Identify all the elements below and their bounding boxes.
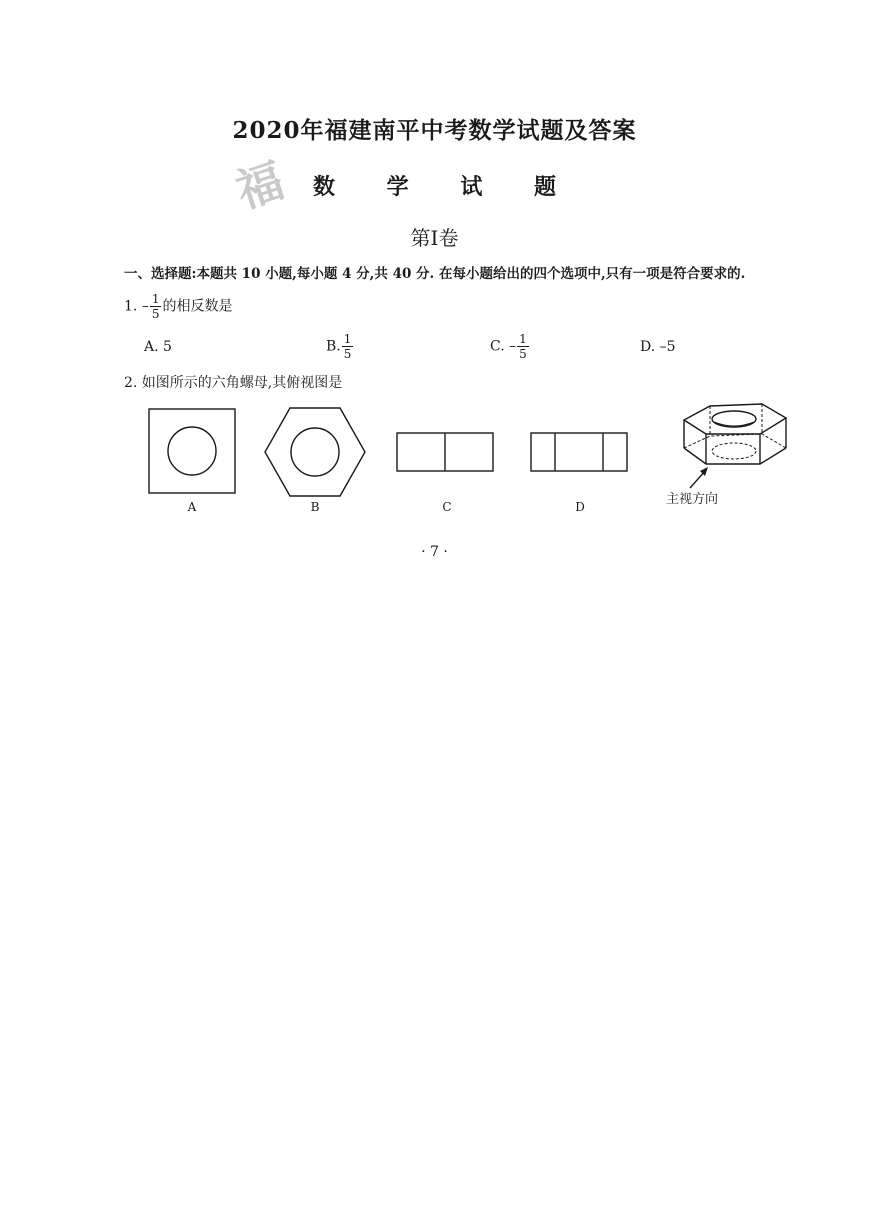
volume-title: 第Ⅰ卷 (410, 226, 459, 250)
question-1-suffix: 的相反数是 (162, 298, 233, 315)
figure-c (396, 432, 496, 474)
subject-title: 数 学 试 题 (313, 174, 578, 200)
figure-c-label: C (442, 500, 452, 514)
figure-b (262, 406, 368, 498)
question-1-option-d: D. –5 (640, 339, 676, 355)
figure-a (148, 408, 238, 496)
fraction-denominator: 5 (151, 307, 160, 321)
question-1-fraction (150, 292, 162, 321)
section-instructions: 一、选择题:本题共 10 小题,每小题 4 分,共 40 分. 在每小题给出的四个选项中,只有一项是符合要求的. (124, 266, 746, 282)
figure-b-label: B (310, 500, 320, 514)
option-c-fraction (517, 332, 529, 361)
option-b-label: B. (326, 338, 341, 355)
question-1-option-a: A. 5 (144, 339, 172, 355)
option-c-label: C. – (490, 338, 517, 355)
fraction-denominator: 5 (343, 347, 352, 361)
option-b-fraction (342, 332, 354, 361)
watermark-logo: 福 (229, 153, 291, 219)
fraction-numerator: 1 (151, 292, 160, 306)
fraction-denominator: 5 (519, 347, 527, 361)
fraction-numerator: 1 (343, 332, 352, 346)
fraction-numerator: 1 (519, 332, 527, 346)
view-direction-label: 主视方向 (666, 492, 719, 507)
document-title: 2020年福建南平中考数学试题及答案 (232, 117, 637, 144)
question-1-negative-sign: – (141, 298, 149, 315)
question-1-option-c (490, 332, 530, 361)
question-1-stem (124, 292, 232, 321)
question-2-stem: 2. 如图所示的六角螺母,其俯视图是 (124, 375, 343, 391)
figure-a-label: A (187, 500, 197, 514)
question-1-number: 1. (124, 298, 138, 315)
page-number: · 7 · (421, 544, 448, 560)
question-1-option-b (326, 332, 354, 361)
figure-d-label: D (575, 500, 585, 514)
figure-d (530, 432, 630, 474)
